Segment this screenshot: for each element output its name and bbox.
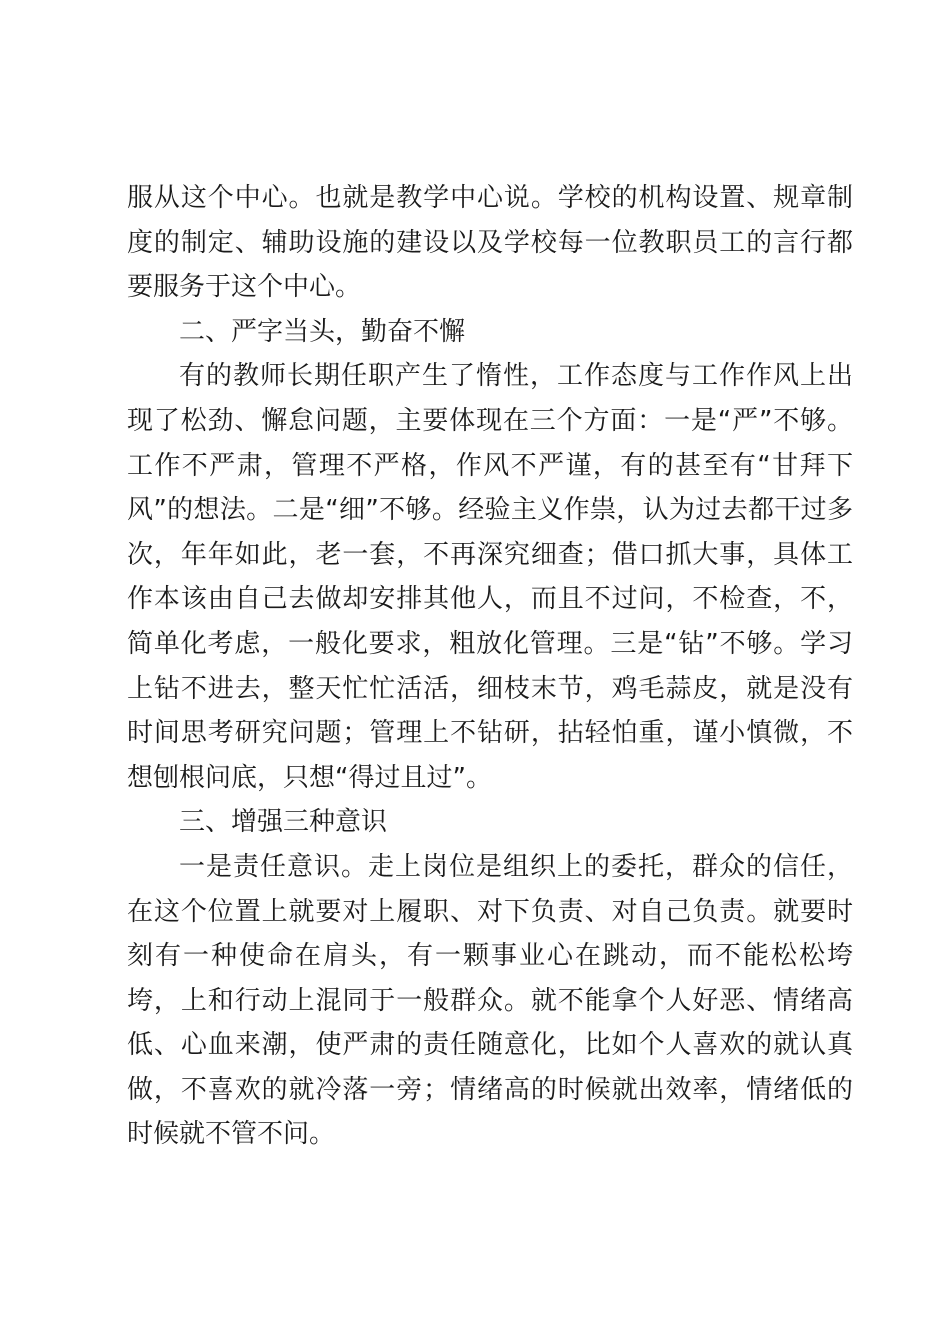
section-heading-2: 二、严字当头，勤奋不懈 [179,316,466,347]
document-page [127,176,853,1157]
paragraph-continuation: 服从这个中心。也就是教学中心说。学校的机构设置、规章制度的制定、辅助设施的建设以及学校每一位教职员工的言行都要服务于这个中心。 [127,183,853,303]
section-heading-3: 三、增强三种意识 [179,807,388,838]
paragraph-section-2-body: 有的教师长期任职产生了惰性，工作态度与工作作风上出现了松劲、懈怠问题，主要体现在三个方面：一是“严”不够。工作不严肃，管理不严格，作风不严谨，有的甚至有“甘拜下风”的想法。二是“细”不够。经验主义作祟，认为过去都干过多次，年年如此，老一套，不再深究细查；借口抓大事，具体工作本该由自己去做却安排其他人，而且不过问，不检查，不，简单化考虑，一般化要求，粗放化管理。三是“钻”不够。学习上钻不进去，整天忙忙活活，细枝末节，鸡毛蒜皮，就是没有时间思考研究问题；管理上不钻研，拈轻怕重，谨小慎微，不想刨根问底，只想“得过且过”。 [127,361,853,793]
paragraph-section-3-body: 一是责任意识。走上岗位是组织上的委托，群众的信任，在这个位置上就要对上履职、对下负责、对自己负责。就要时刻有一种使命在肩头，有一颗事业心在跳动，而不能松松垮垮，上和行动上混同于一般群众。就不能拿个人好恶、情绪高低、心血来潮，使严肃的责任随意化，比如个人喜欢的就认真做，不喜欢的就冷落一旁；情绪高的时候就出效率，情绪低的时候就不管不问。 [127,851,853,1150]
